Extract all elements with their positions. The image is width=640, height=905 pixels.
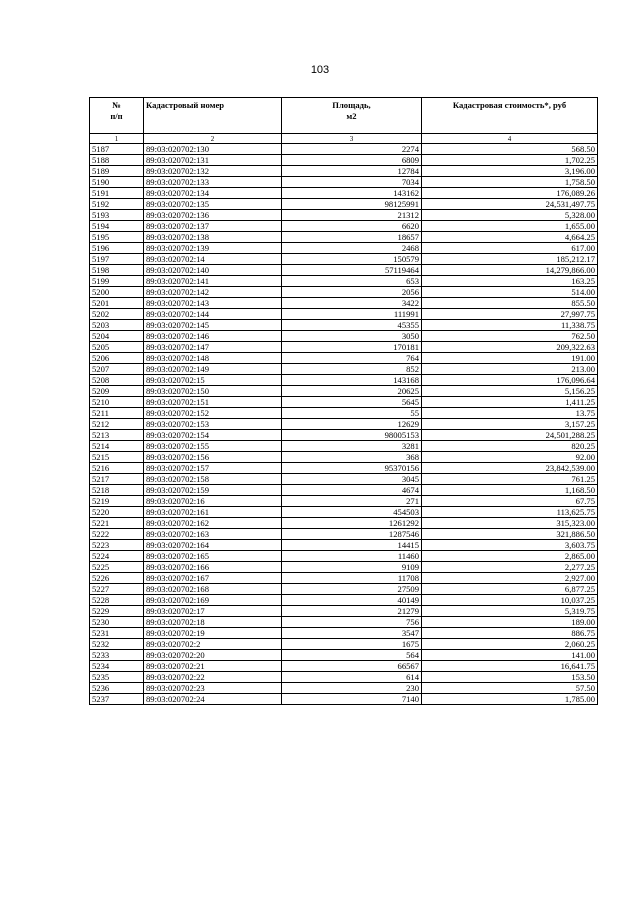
row-number-cell: 5208 xyxy=(90,375,144,386)
area-cell: 95370156 xyxy=(282,463,422,474)
cadastral-number-cell: 89:03:020702:2 xyxy=(144,639,282,650)
table-row xyxy=(90,595,598,606)
cost-cell: 2,277.25 xyxy=(422,562,598,573)
cost-cell: 176,089.26 xyxy=(422,188,598,199)
area-cell: 18657 xyxy=(282,232,422,243)
area-cell: 1287546 xyxy=(282,529,422,540)
table-row xyxy=(90,485,598,496)
cadastral-number-cell: 89:03:020702:157 xyxy=(144,463,282,474)
table-row xyxy=(90,408,598,419)
cost-cell: 13.75 xyxy=(422,408,598,419)
row-number-cell: 5218 xyxy=(90,485,144,496)
cadastral-number-cell: 89:03:020702:150 xyxy=(144,386,282,397)
cadastral-number-cell: 89:03:020702:146 xyxy=(144,331,282,342)
cost-cell: 1,702.25 xyxy=(422,155,598,166)
area-cell: 45355 xyxy=(282,320,422,331)
area-cell: 3045 xyxy=(282,474,422,485)
table-row xyxy=(90,584,598,595)
area-cell: 143168 xyxy=(282,375,422,386)
cost-cell: 92.00 xyxy=(422,452,598,463)
table-row xyxy=(90,540,598,551)
table-row xyxy=(90,177,598,188)
cost-cell: 315,323.00 xyxy=(422,518,598,529)
row-number-cell: 5229 xyxy=(90,606,144,617)
cadastral-number-cell: 89:03:020702:16 xyxy=(144,496,282,507)
row-number-cell: 5195 xyxy=(90,232,144,243)
cost-cell: 27,997.75 xyxy=(422,309,598,320)
row-number-cell: 5219 xyxy=(90,496,144,507)
table-row xyxy=(90,463,598,474)
table-row xyxy=(90,309,598,320)
header-area-line2: м2 xyxy=(346,111,357,121)
row-number-cell: 5233 xyxy=(90,650,144,661)
row-number-cell: 5235 xyxy=(90,672,144,683)
row-number-cell: 5224 xyxy=(90,551,144,562)
cost-cell: 1,411.25 xyxy=(422,397,598,408)
row-number-cell: 5232 xyxy=(90,639,144,650)
cost-cell: 3,196.00 xyxy=(422,166,598,177)
row-number-cell: 5227 xyxy=(90,584,144,595)
cadastral-number-cell: 89:03:020702:131 xyxy=(144,155,282,166)
table-row xyxy=(90,232,598,243)
area-cell: 57119464 xyxy=(282,265,422,276)
area-cell: 21279 xyxy=(282,606,422,617)
row-number-cell: 5221 xyxy=(90,518,144,529)
area-cell: 27509 xyxy=(282,584,422,595)
cadastral-number-cell: 89:03:020702:154 xyxy=(144,430,282,441)
table-row xyxy=(90,452,598,463)
cadastral-number-cell: 89:03:020702:158 xyxy=(144,474,282,485)
cost-cell: 185,212.17 xyxy=(422,254,598,265)
cost-cell: 3,603.75 xyxy=(422,540,598,551)
cost-cell: 2,927.00 xyxy=(422,573,598,584)
cost-cell: 191.00 xyxy=(422,353,598,364)
cadastral-number-cell: 89:03:020702:164 xyxy=(144,540,282,551)
table-header xyxy=(90,98,598,144)
cost-cell: 855.50 xyxy=(422,298,598,309)
row-number-cell: 5189 xyxy=(90,166,144,177)
area-cell: 3547 xyxy=(282,628,422,639)
cost-cell: 6,877.25 xyxy=(422,584,598,595)
cost-cell: 568.50 xyxy=(422,144,598,155)
cost-cell: 209,322.63 xyxy=(422,342,598,353)
area-cell: 9109 xyxy=(282,562,422,573)
cost-cell: 11,338.75 xyxy=(422,320,598,331)
table-row xyxy=(90,342,598,353)
table-row xyxy=(90,155,598,166)
area-cell: 271 xyxy=(282,496,422,507)
row-number-cell: 5210 xyxy=(90,397,144,408)
cost-cell: 886.75 xyxy=(422,628,598,639)
row-number-cell: 5237 xyxy=(90,694,144,705)
table-row xyxy=(90,650,598,661)
header-row xyxy=(90,98,598,134)
cadastral-number-cell: 89:03:020702:155 xyxy=(144,441,282,452)
cadastral-number-cell: 89:03:020702:137 xyxy=(144,221,282,232)
cadastral-number-cell: 89:03:020702:141 xyxy=(144,276,282,287)
cadastral-number-cell: 89:03:020702:162 xyxy=(144,518,282,529)
area-cell: 143162 xyxy=(282,188,422,199)
area-cell: 2468 xyxy=(282,243,422,254)
area-cell: 3281 xyxy=(282,441,422,452)
cadastral-number-cell: 89:03:020702:17 xyxy=(144,606,282,617)
cost-cell: 5,328.00 xyxy=(422,210,598,221)
table-row xyxy=(90,188,598,199)
cost-cell: 761.25 xyxy=(422,474,598,485)
row-number-cell: 5234 xyxy=(90,661,144,672)
header-number-line1: № xyxy=(112,100,121,110)
row-number-cell: 5205 xyxy=(90,342,144,353)
row-number-cell: 5193 xyxy=(90,210,144,221)
cadastral-number-cell: 89:03:020702:163 xyxy=(144,529,282,540)
cadastral-number-cell: 89:03:020702:140 xyxy=(144,265,282,276)
cost-cell: 67.75 xyxy=(422,496,598,507)
column-number-row xyxy=(90,134,598,144)
cost-cell: 57.50 xyxy=(422,683,598,694)
table-row xyxy=(90,496,598,507)
table-row xyxy=(90,551,598,562)
area-cell: 614 xyxy=(282,672,422,683)
row-number-cell: 5222 xyxy=(90,529,144,540)
cadastral-number-cell: 89:03:020702:152 xyxy=(144,408,282,419)
table-row xyxy=(90,397,598,408)
cost-cell: 189.00 xyxy=(422,617,598,628)
cadastral-number-cell: 89:03:020702:153 xyxy=(144,419,282,430)
row-number-cell: 5211 xyxy=(90,408,144,419)
row-number-cell: 5220 xyxy=(90,507,144,518)
row-number-cell: 5198 xyxy=(90,265,144,276)
table-row xyxy=(90,265,598,276)
cadastral-number-cell: 89:03:020702:20 xyxy=(144,650,282,661)
area-cell: 98005153 xyxy=(282,430,422,441)
row-number-cell: 5216 xyxy=(90,463,144,474)
cost-cell: 1,785.00 xyxy=(422,694,598,705)
row-number-cell: 5196 xyxy=(90,243,144,254)
row-number-cell: 5188 xyxy=(90,155,144,166)
area-cell: 111991 xyxy=(282,309,422,320)
table-row xyxy=(90,298,598,309)
row-number-cell: 5226 xyxy=(90,573,144,584)
area-cell: 564 xyxy=(282,650,422,661)
area-cell: 1675 xyxy=(282,639,422,650)
area-cell: 6809 xyxy=(282,155,422,166)
table-row xyxy=(90,287,598,298)
cost-cell: 5,319.75 xyxy=(422,606,598,617)
area-cell: 653 xyxy=(282,276,422,287)
table-row xyxy=(90,364,598,375)
area-cell: 5645 xyxy=(282,397,422,408)
cost-cell: 163.25 xyxy=(422,276,598,287)
area-cell: 764 xyxy=(282,353,422,364)
cost-cell: 10,037.25 xyxy=(422,595,598,606)
area-cell: 12629 xyxy=(282,419,422,430)
cost-cell: 16,641.75 xyxy=(422,661,598,672)
table-row xyxy=(90,221,598,232)
cadastral-number-cell: 89:03:020702:159 xyxy=(144,485,282,496)
row-number-cell: 5190 xyxy=(90,177,144,188)
header-number-line2: п/п xyxy=(110,111,123,121)
table-row xyxy=(90,441,598,452)
column-number: 2 xyxy=(144,134,282,144)
cost-cell: 514.00 xyxy=(422,287,598,298)
header-cost: Кадастровая стоимость*, руб xyxy=(422,98,598,134)
cost-cell: 762.50 xyxy=(422,331,598,342)
area-cell: 3050 xyxy=(282,331,422,342)
row-number-cell: 5231 xyxy=(90,628,144,639)
table-row xyxy=(90,617,598,628)
area-cell: 3422 xyxy=(282,298,422,309)
cost-cell: 113,625.75 xyxy=(422,507,598,518)
cost-cell: 4,664.25 xyxy=(422,232,598,243)
cadastral-number-cell: 89:03:020702:14 xyxy=(144,254,282,265)
row-number-cell: 5199 xyxy=(90,276,144,287)
cadastral-number-cell: 89:03:020702:149 xyxy=(144,364,282,375)
cadastral-number-cell: 89:03:020702:19 xyxy=(144,628,282,639)
area-cell: 21312 xyxy=(282,210,422,221)
area-cell: 2056 xyxy=(282,287,422,298)
header-area xyxy=(282,98,422,134)
cadastral-number-cell: 89:03:020702:148 xyxy=(144,353,282,364)
row-number-cell: 5200 xyxy=(90,287,144,298)
area-cell: 7140 xyxy=(282,694,422,705)
table-row xyxy=(90,419,598,430)
column-number: 1 xyxy=(90,134,144,144)
cost-cell: 24,531,497.75 xyxy=(422,199,598,210)
cadastral-number-cell: 89:03:020702:156 xyxy=(144,452,282,463)
row-number-cell: 5197 xyxy=(90,254,144,265)
cadastral-table xyxy=(89,97,598,705)
cadastral-number-cell: 89:03:020702:18 xyxy=(144,617,282,628)
table-row xyxy=(90,331,598,342)
table-row xyxy=(90,474,598,485)
cadastral-number-cell: 89:03:020702:145 xyxy=(144,320,282,331)
area-cell: 756 xyxy=(282,617,422,628)
table-row xyxy=(90,672,598,683)
row-number-cell: 5228 xyxy=(90,595,144,606)
cost-cell: 617.00 xyxy=(422,243,598,254)
cadastral-number-cell: 89:03:020702:143 xyxy=(144,298,282,309)
cost-cell: 2,060.25 xyxy=(422,639,598,650)
cadastral-number-cell: 89:03:020702:166 xyxy=(144,562,282,573)
area-cell: 20625 xyxy=(282,386,422,397)
cost-cell: 1,168.50 xyxy=(422,485,598,496)
row-number-cell: 5236 xyxy=(90,683,144,694)
cadastral-number-cell: 89:03:020702:168 xyxy=(144,584,282,595)
area-cell: 12784 xyxy=(282,166,422,177)
table-row xyxy=(90,628,598,639)
row-number-cell: 5223 xyxy=(90,540,144,551)
table-row xyxy=(90,386,598,397)
cadastral-number-cell: 89:03:020702:136 xyxy=(144,210,282,221)
table-row xyxy=(90,375,598,386)
row-number-cell: 5206 xyxy=(90,353,144,364)
area-cell: 11708 xyxy=(282,573,422,584)
table-row xyxy=(90,562,598,573)
table-row xyxy=(90,573,598,584)
area-cell: 454503 xyxy=(282,507,422,518)
cadastral-number-cell: 89:03:020702:139 xyxy=(144,243,282,254)
cadastral-number-cell: 89:03:020702:161 xyxy=(144,507,282,518)
table-row xyxy=(90,210,598,221)
area-cell: 66567 xyxy=(282,661,422,672)
cadastral-number-cell: 89:03:020702:147 xyxy=(144,342,282,353)
area-cell: 98125991 xyxy=(282,199,422,210)
cadastral-number-cell: 89:03:020702:165 xyxy=(144,551,282,562)
cadastral-number-cell: 89:03:020702:22 xyxy=(144,672,282,683)
row-number-cell: 5201 xyxy=(90,298,144,309)
row-number-cell: 5217 xyxy=(90,474,144,485)
cadastral-number-cell: 89:03:020702:151 xyxy=(144,397,282,408)
cadastral-number-cell: 89:03:020702:21 xyxy=(144,661,282,672)
area-cell: 1261292 xyxy=(282,518,422,529)
area-cell: 11460 xyxy=(282,551,422,562)
area-cell: 150579 xyxy=(282,254,422,265)
row-number-cell: 5230 xyxy=(90,617,144,628)
cost-cell: 141.00 xyxy=(422,650,598,661)
cadastral-number-cell: 89:03:020702:130 xyxy=(144,144,282,155)
row-number-cell: 5213 xyxy=(90,430,144,441)
cost-cell: 2,865.00 xyxy=(422,551,598,562)
cadastral-number-cell: 89:03:020702:142 xyxy=(144,287,282,298)
cost-cell: 23,842,539.00 xyxy=(422,463,598,474)
cadastral-number-cell: 89:03:020702:132 xyxy=(144,166,282,177)
table-row xyxy=(90,683,598,694)
cadastral-number-cell: 89:03:020702:15 xyxy=(144,375,282,386)
area-cell: 230 xyxy=(282,683,422,694)
row-number-cell: 5209 xyxy=(90,386,144,397)
cost-cell: 321,886.50 xyxy=(422,529,598,540)
row-number-cell: 5203 xyxy=(90,320,144,331)
area-cell: 55 xyxy=(282,408,422,419)
cost-cell: 1,758.50 xyxy=(422,177,598,188)
cadastral-number-cell: 89:03:020702:24 xyxy=(144,694,282,705)
cost-cell: 1,655.00 xyxy=(422,221,598,232)
table-row xyxy=(90,243,598,254)
table-row xyxy=(90,606,598,617)
header-area-line1: Площадь, xyxy=(332,100,371,110)
cost-cell: 14,279,866.00 xyxy=(422,265,598,276)
table-row xyxy=(90,199,598,210)
table-row xyxy=(90,639,598,650)
table-row xyxy=(90,144,598,155)
table-row xyxy=(90,320,598,331)
area-cell: 2274 xyxy=(282,144,422,155)
cost-cell: 176,096.64 xyxy=(422,375,598,386)
table-row xyxy=(90,353,598,364)
row-number-cell: 5207 xyxy=(90,364,144,375)
table-row xyxy=(90,276,598,287)
column-number: 3 xyxy=(282,134,422,144)
area-cell: 4674 xyxy=(282,485,422,496)
table-row xyxy=(90,518,598,529)
area-cell: 170181 xyxy=(282,342,422,353)
area-cell: 852 xyxy=(282,364,422,375)
row-number-cell: 5191 xyxy=(90,188,144,199)
cadastral-number-cell: 89:03:020702:23 xyxy=(144,683,282,694)
cadastral-number-cell: 89:03:020702:138 xyxy=(144,232,282,243)
table-row xyxy=(90,529,598,540)
table-body xyxy=(90,144,598,705)
cadastral-number-cell: 89:03:020702:167 xyxy=(144,573,282,584)
table-row xyxy=(90,166,598,177)
table-row xyxy=(90,254,598,265)
table-row xyxy=(90,661,598,672)
row-number-cell: 5215 xyxy=(90,452,144,463)
area-cell: 40149 xyxy=(282,595,422,606)
cadastral-number-cell: 89:03:020702:169 xyxy=(144,595,282,606)
cadastral-number-cell: 89:03:020702:134 xyxy=(144,188,282,199)
cost-cell: 24,501,288.25 xyxy=(422,430,598,441)
cadastral-number-cell: 89:03:020702:144 xyxy=(144,309,282,320)
row-number-cell: 5202 xyxy=(90,309,144,320)
header-number xyxy=(90,98,144,134)
row-number-cell: 5214 xyxy=(90,441,144,452)
table-row xyxy=(90,694,598,705)
table-row xyxy=(90,430,598,441)
area-cell: 6620 xyxy=(282,221,422,232)
table-row xyxy=(90,507,598,518)
cost-cell: 3,157.25 xyxy=(422,419,598,430)
row-number-cell: 5225 xyxy=(90,562,144,573)
cost-cell: 153.50 xyxy=(422,672,598,683)
row-number-cell: 5194 xyxy=(90,221,144,232)
area-cell: 368 xyxy=(282,452,422,463)
cost-cell: 213.00 xyxy=(422,364,598,375)
row-number-cell: 5212 xyxy=(90,419,144,430)
cadastral-number-cell: 89:03:020702:135 xyxy=(144,199,282,210)
area-cell: 7034 xyxy=(282,177,422,188)
row-number-cell: 5192 xyxy=(90,199,144,210)
cost-cell: 5,156.25 xyxy=(422,386,598,397)
page-number: 103 xyxy=(310,64,330,76)
row-number-cell: 5204 xyxy=(90,331,144,342)
row-number-cell: 5187 xyxy=(90,144,144,155)
column-number: 4 xyxy=(422,134,598,144)
cadastral-number-cell: 89:03:020702:133 xyxy=(144,177,282,188)
cost-cell: 820.25 xyxy=(422,441,598,452)
header-cadastral: Кадастровый номер xyxy=(144,98,282,134)
area-cell: 14415 xyxy=(282,540,422,551)
